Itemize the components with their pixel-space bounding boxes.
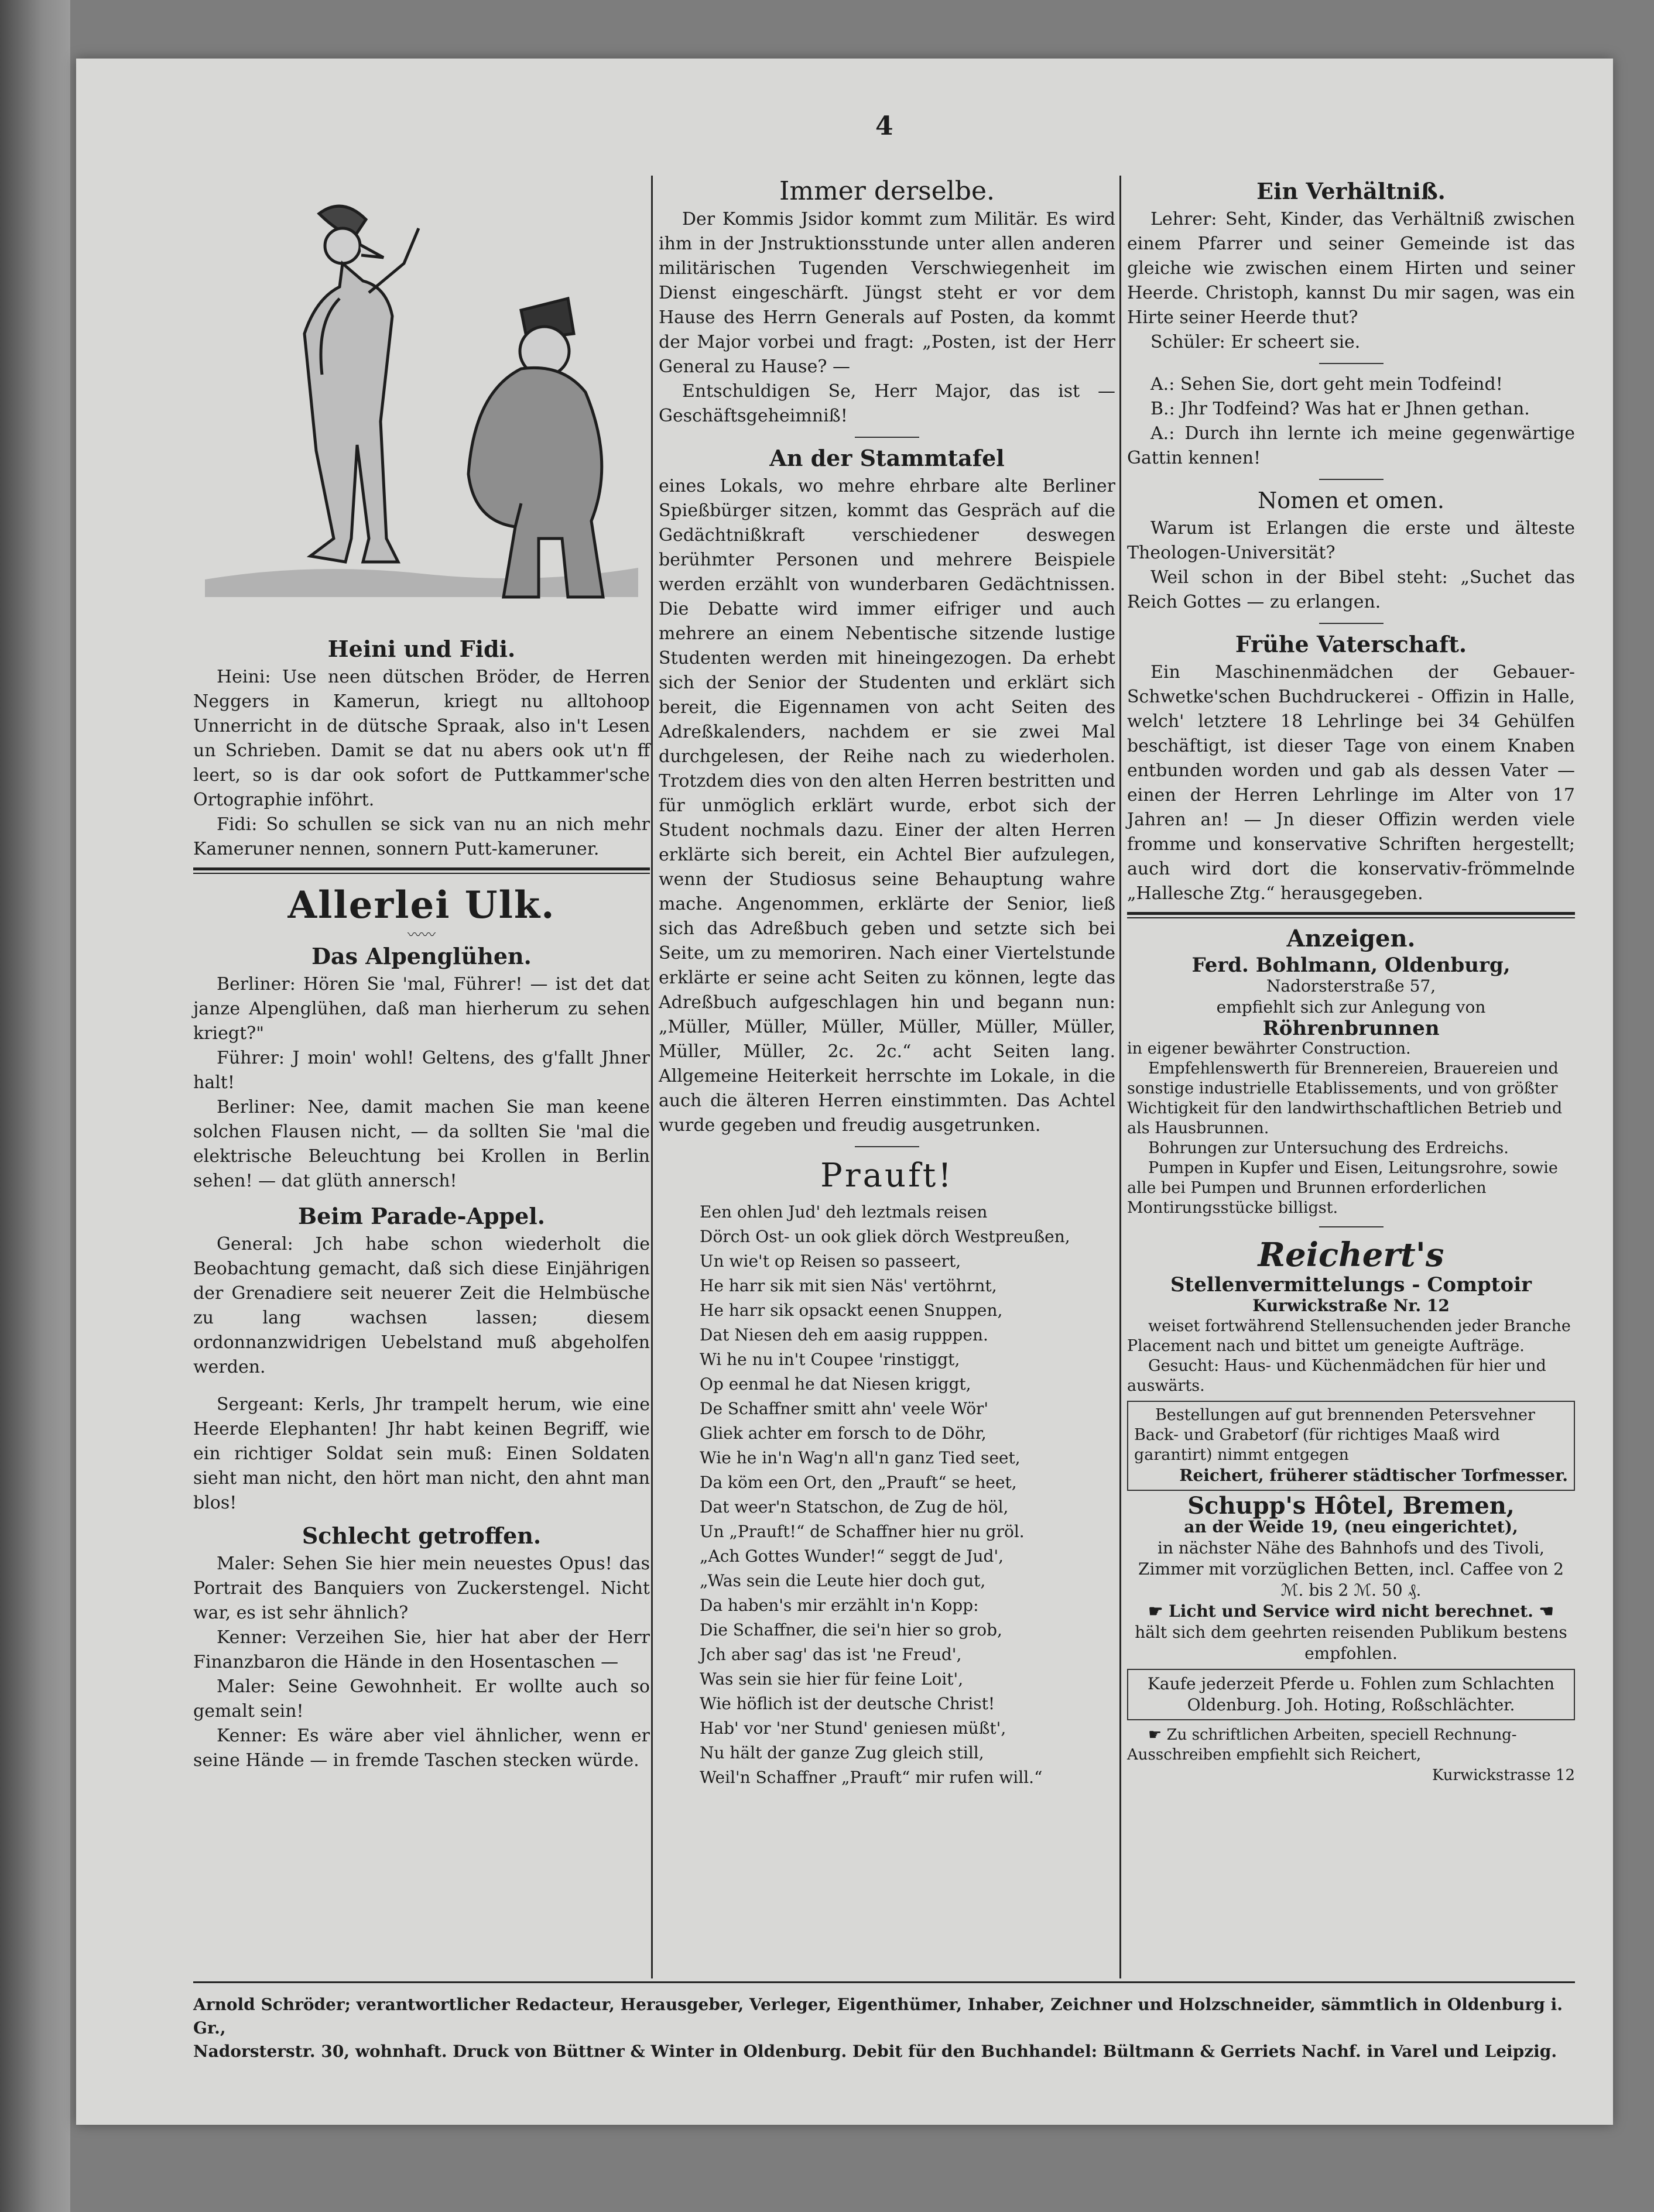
ad-address: Kurwickstraße Nr. 12 bbox=[1252, 1296, 1450, 1315]
article-paragraph: Berliner: Nee, damit machen Sie man keene solchen Flausen nicht, — da sollten Sie 'mal die elektrische Beleuchtung bei Krollen in Berlin sehen! — dat glüth annersch! bbox=[193, 1097, 650, 1191]
ad-line: ☛ Zu schriftlichen Arbeiten, speciell Rechnung-Ausschreiben empfiehlt sich Reichert, bbox=[1127, 1726, 1517, 1764]
cartoon-title: Heini und Fidi. bbox=[327, 636, 516, 662]
ad-line: Reichert, früherer städtischer Torfmesser. bbox=[1179, 1466, 1568, 1485]
article-paragraph: Warum ist Erlangen die erste und älteste Theologen-Universität? bbox=[1127, 518, 1575, 563]
column-rule bbox=[651, 176, 653, 1978]
article-paragraph: A.: Durch ihn lernte ich meine gegenwärtige Gattin kennen! bbox=[1127, 423, 1575, 468]
article-paragraph: Maler: Seine Gewohnheit. Er wollte auch so gemalt sein! bbox=[193, 1676, 650, 1721]
poem-line: „Was sein die Leute hier doch gut, bbox=[700, 1571, 986, 1590]
article-paragraph: Kenner: Es wäre aber viel ähnlicher, wenn er seine Hände — in fremde Taschen stecken würde. bbox=[193, 1726, 650, 1771]
poem-line: Nu hält der ganze Zug gleich still, bbox=[700, 1743, 984, 1762]
book-spine bbox=[0, 0, 70, 2212]
ad-line: Pumpen in Kupfer und Eisen, Leitungsrohre, sowie alle bei Pumpen und Brunnen erforderlichen Montirungsstücke billigst. bbox=[1127, 1159, 1558, 1217]
ad-line: weiset fortwährend Stellensuchenden jeder Branche Placement nach und bittet um geneigte Aufträge. bbox=[1127, 1317, 1571, 1355]
article-paragraph: eines Lokals, wo mehre ehrbare alte Berliner Spießbürger sitzen, kommt das Gespräch auf die Gedächtnißkraft verschiedener deswegen berühmter Personen und mehrere Beispiele werden erzählt von wunderbaren Gedächtnissen. Die Debatte wird immer eifriger und auch mehrere an einem Nebentische sitzende lustige Studenten werden mit hineingezogen. Da erhebt sich der Senior der Studenten und erklärt sich bereit, die Eigennamen von acht Seiten des Adreßkalenders, nachdem er sie zwei Mal durchgelesen, der Reihe nach zu wiederholen. Trotzdem dies von den alten Herren bestritten und für unmöglich erklärt wurde, erbot sich der Student nochmals dazu. Einer der alten Herren erklärte sich bereit, ein Achtel Bier aufzulegen, wenn der Studiosus seine Behauptung wahre mache. Angenommen, erklärte der Senior, ließ sich das Adreßbuch geben und setzte sich bei Seite, um zu memoriren. Nach einer Viertelstunde erklärte er seine acht Seiten zu können, legte das Adreßbuch aufgeschlagen hin und begann nun: „Müller, Müller, Müller, Müller, Müller, Müller, Müller, Müller, 2c. 2c.“ acht Seiten lang. Allgemeine Heiterkeit herrschte im Lokale, in die auch die älteren Herren einstimmten. Das Achtel wurde gegeben und freudig ausgetrunken. bbox=[659, 476, 1115, 1136]
imprint-line: Nadorsterstr. 30, wohnhaft. Druck von Büttner & Winter in Oldenburg. Debit für den Buchhandel: Bültmann & Gerriets Nachf. in Varel und Leipzig. bbox=[193, 2042, 1557, 2061]
article-paragraph: Der Kommis Jsidor kommt zum Militär. Es wird ihm in der Jnstruktionsstunde unter allen anderen militärischen Tugenden Verschwiegenheit im Dienst eingeschärft. Jüngst steht er vor dem Hause des Herrn Generals auf Posten, da kommt der Major vorbei und fragt: „Posten, ist der Herr General zu Hause? — bbox=[659, 209, 1115, 377]
page-number: 4 bbox=[875, 111, 893, 141]
ad-name: Schupp's Hôtel, Bremen, bbox=[1187, 1492, 1515, 1520]
separator bbox=[1319, 479, 1384, 480]
imprint-line: Arnold Schröder; verantwortlicher Redacteur, Herausgeber, Verleger, Eigenthümer, Inhaber, Zeichner und Holzschneider, sämmtlich in Oldenburg i. Gr., bbox=[193, 1995, 1563, 2038]
article-paragraph: General: Jch habe schon wiederholt die Beobachtung gemacht, daß sich diese Einjährigen der Grenadiere seit neuerer Zeit die Helmbüsche zu lang wachsen lassen; diesem ordonnanzwidrigen Uebelstand muß abgeholfen werden. bbox=[193, 1234, 650, 1377]
poem-line: Wie he in'n Wag'n all'n ganz Tied seet, bbox=[700, 1448, 1021, 1467]
separator bbox=[1319, 363, 1384, 364]
article-paragraph: Sergeant: Kerls, Jhr trampelt herum, wie eine Heerde Elephanten! Jhr habt keinen Begriff, wie ein richtiger Soldat sein muß: Einen Soldaten sieht man nicht, den hört man nicht, den ahnt man blos! bbox=[193, 1394, 650, 1513]
poem-line: De Schaffner smitt ahn' veele Wör' bbox=[700, 1399, 989, 1418]
article-title: An der Stammtafel bbox=[769, 445, 1005, 471]
column-1 bbox=[193, 176, 650, 1773]
ad-name: Ferd. Bohlmann, Oldenburg, bbox=[1191, 954, 1511, 977]
article-paragraph: A.: Sehen Sie, dort geht mein Todfeind! bbox=[1150, 374, 1503, 395]
ad-line: in eigener bewährter Construction. bbox=[1127, 1040, 1411, 1058]
article-paragraph: Schüler: Er scheert sie. bbox=[1150, 332, 1361, 352]
article-paragraph: Kenner: Verzeihen Sie, hier hat aber der Herr Finanzbaron die Hände in den Hosentaschen — bbox=[193, 1627, 650, 1672]
poem-line: Da haben's mir erzählt in'n Kopp: bbox=[700, 1596, 979, 1615]
article-paragraph: Entschuldigen Se, Herr Major, das ist — Geschäftsgeheimniß! bbox=[659, 381, 1115, 426]
article-title: Ein Verhältniß. bbox=[1256, 178, 1446, 204]
ad-subtitle: Stellenvermittelungs - Comptoir bbox=[1170, 1273, 1532, 1297]
poem-line: Dat weer'n Statschon, de Zug de höl, bbox=[700, 1497, 1009, 1517]
poem-line: Gliek achter em forsch to de Döhr, bbox=[700, 1424, 987, 1443]
ad-torf bbox=[1127, 1401, 1575, 1491]
column-3 bbox=[1127, 176, 1575, 1786]
separator bbox=[1319, 623, 1384, 624]
poem-line: Dörch Ost- un ook gliek dörch Westpreußen, bbox=[700, 1227, 1070, 1246]
article-title: Beim Parade-Appel. bbox=[298, 1203, 545, 1229]
poem bbox=[659, 1200, 1115, 1790]
poem-line: Op eenmal he dat Niesen kriggt, bbox=[700, 1374, 971, 1394]
ad-line: Oldenburg. Joh. Hoting, Roßschlächter. bbox=[1187, 1695, 1515, 1714]
section-divider bbox=[1127, 912, 1575, 918]
article-paragraph: Lehrer: Seht, Kinder, das Verhältniß zwischen einem Pfarrer und seiner Gemeinde ist das gleiche wie zwischen einem Hirten und seiner Heerde. Christoph, kannst Du mir sagen, was ein Hirte seiner Heerde thut? bbox=[1127, 209, 1575, 328]
ad-line: Gesucht: Haus- und Küchenmädchen für hier und auswärts. bbox=[1127, 1357, 1546, 1395]
ornament: 〰〰 bbox=[407, 927, 436, 943]
fidi-dialogue: Fidi: So schullen se sick van nu an nich mehr Kameruner nennen, sonnern Putt-kameruner. bbox=[193, 814, 650, 859]
ad-bohlmann bbox=[1127, 955, 1575, 1218]
separator bbox=[855, 1146, 919, 1147]
separator bbox=[1319, 1226, 1384, 1227]
article-paragraph: Weil schon in der Bibel steht: „Suchet das Reich Gottes — zu erlangen. bbox=[1127, 567, 1575, 612]
poem-line: Jch aber sag' das ist 'ne Freud', bbox=[700, 1645, 962, 1664]
ad-line: in nächster Nähe des Bahnhofs und des Tivoli, Zimmer mit vorzüglichen Betten, incl. Caffee von 2 ℳ. bis 2 ℳ. 50 ₰. bbox=[1138, 1538, 1564, 1600]
imprint-footer bbox=[193, 1993, 1575, 2063]
ad-reichert-schreib bbox=[1127, 1725, 1575, 1786]
ad-address: Nadorsterstraße 57, bbox=[1266, 976, 1436, 996]
ad-line: Empfehlenswerth für Brennereien, Brauereien und sonstige industrielle Etablissements, und von größter Wichtigkeit für den landwirthschaftlichen Betrieb und als Hausbrunnen. bbox=[1127, 1059, 1563, 1137]
article-title: Frühe Vaterschaft. bbox=[1235, 631, 1467, 657]
poem-line: Da köm een Ort, den „Prauft“ se heet, bbox=[700, 1473, 1017, 1492]
heini-dialogue: Heini: Use neen dütschen Bröder, de Herren Neggers in Kamerun, kriegt nu alltohoop Unnerricht in de dütsche Spraak, also in't Lesen un Schrieben. Damit se dat nu abers ook ut'n ff leert, so is dar ook sofort de Puttkammer'sche Ortographie inföhrt. bbox=[193, 667, 650, 810]
poem-line: He harr sik mit sien Näs' vertöhrnt, bbox=[700, 1276, 997, 1295]
article-paragraph: Ein Maschinenmädchen der Gebauer-Schwetke'schen Buchdruckerei - Offizin in Halle, welch' letztere 18 Lehrlinge bei 34 Gehülfen beschäftigt, ist dieser Tage von einem Knaben entbunden worden und gab als dessen Vater — einen der Herren Lehrlinge im Alter von 17 Jahren an! — Jn dieser Offizin werden viele fromme und konservative Schriften hergestellt; auch wird dort die konservativ-frömmelnde „Hallesche Ztg.“ herausgegeben. bbox=[1127, 662, 1575, 904]
article-paragraph: Führer: J moin' wohl! Geltens, des g'fallt Jhner halt! bbox=[193, 1048, 650, 1093]
poem-line: „Ach Gottes Wunder!“ seggt de Jud', bbox=[700, 1546, 1004, 1566]
poem-line: He harr sik opsackt eenen Snuppen, bbox=[700, 1301, 1003, 1320]
column-rule bbox=[1119, 176, 1121, 1978]
section-divider bbox=[193, 867, 650, 874]
article-title: Nomen et omen. bbox=[1258, 488, 1444, 513]
cartoon-illustration bbox=[193, 176, 650, 620]
poem-line: Die Schaffner, die sei'n hier so grob, bbox=[700, 1620, 1002, 1640]
poem-line: Un wie't op Reisen so passeert, bbox=[700, 1251, 961, 1271]
poem-line: Wie höflich ist der deutsche Christ! bbox=[700, 1694, 995, 1713]
ad-address: an der Weide 19, (neu eingerichtet), bbox=[1184, 1517, 1518, 1537]
ad-product: Röhrenbrunnen bbox=[1262, 1017, 1440, 1040]
article-paragraph: Maler: Sehen Sie hier mein neuestes Opus! das Portrait des Banquiers von Zuckerstengel. Nicht war, es ist sehr ähnlich? bbox=[193, 1553, 650, 1623]
poem-line: Hab' vor 'ner Stund' geniesen müßt', bbox=[700, 1719, 1006, 1738]
poem-line: Een ohlen Jud' deh leztmals reisen bbox=[700, 1202, 988, 1222]
poem-line: Dat Niesen deh em aasig rupppen. bbox=[700, 1325, 988, 1345]
ad-hoting bbox=[1127, 1669, 1575, 1720]
ad-line: Kaufe jederzeit Pferde u. Fohlen zum Schlachten bbox=[1147, 1674, 1555, 1693]
article-title: Immer derselbe. bbox=[779, 176, 995, 206]
ad-line: Bestellungen auf gut brennenden Petersvehner Back- und Grabetorf (für richtiges Maaß wird garantirt) nimmt entgegen bbox=[1134, 1406, 1535, 1464]
article-title: Schlecht getroffen. bbox=[302, 1522, 542, 1549]
ad-line: Kurwickstrasse 12 bbox=[1432, 1767, 1575, 1784]
ad-schupp bbox=[1127, 1492, 1575, 1664]
article-title: Das Alpenglühen. bbox=[311, 943, 532, 969]
footer-rule bbox=[193, 1981, 1575, 1983]
article-paragraph: Berliner: Hören Sie 'mal, Führer! — ist det dat janze Alpenglühen, daß man hierherum zu sehen kriegt?" bbox=[193, 974, 650, 1044]
ad-name: Reichert's bbox=[1258, 1236, 1444, 1274]
ad-line: Bohrungen zur Untersuchung des Erdreichs. bbox=[1148, 1139, 1509, 1157]
ad-line: hält sich dem geehrten reisenden Publikum bestens empfohlen. bbox=[1135, 1623, 1567, 1663]
article-paragraph: B.: Jhr Todfeind? Was hat er Jhnen gethan. bbox=[1150, 399, 1530, 419]
poem-line: Wi he nu in't Coupee 'rinstiggt, bbox=[700, 1350, 960, 1369]
ad-reichert bbox=[1127, 1236, 1575, 1396]
column-2 bbox=[659, 176, 1115, 1790]
poem-line: Un „Prauft!“ de Schaffner hier nu gröl. bbox=[700, 1522, 1025, 1541]
ad-line: ☛ Licht und Service wird nicht berechnet. ☚ bbox=[1148, 1601, 1554, 1621]
poem-line: Weil'n Schaffner „Prauft“ mir rufen will.“ bbox=[700, 1768, 1043, 1787]
separator bbox=[855, 437, 919, 438]
ads-title: Anzeigen. bbox=[1286, 925, 1416, 952]
section-title: Allerlei Ulk. bbox=[287, 883, 556, 927]
ad-line: empfiehlt sich zur Anlegung von bbox=[1216, 997, 1486, 1017]
poem-title: Prauft! bbox=[820, 1157, 954, 1195]
poem-line: Was sein sie hier für feine Loit', bbox=[700, 1669, 964, 1689]
